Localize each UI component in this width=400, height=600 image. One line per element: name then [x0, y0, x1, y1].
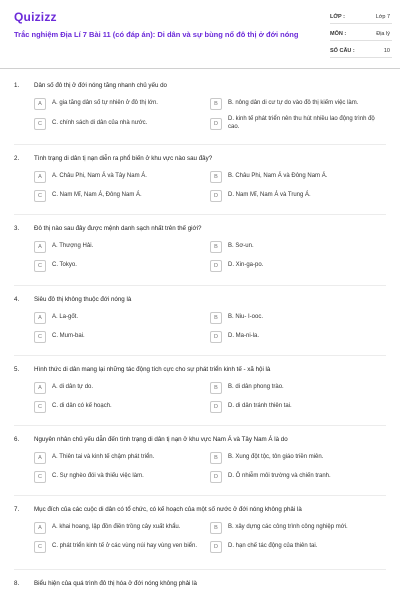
question-7	[14, 504, 386, 559]
info-row-question-count	[330, 44, 392, 58]
answer-option[interactable]	[34, 470, 204, 484]
answer-option[interactable]	[210, 170, 380, 184]
option-letter-box: B	[210, 98, 222, 110]
answer-option[interactable]	[34, 259, 204, 273]
answer-option[interactable]	[210, 540, 380, 554]
option-text: B. Niu- I-ooc.	[228, 314, 264, 321]
question-text: Đô thị nào sau đây được mệnh danh sạch nhất trên thế giới?	[34, 224, 202, 232]
question-divider	[14, 495, 386, 496]
option-letter-box: D	[210, 401, 222, 413]
option-letter-box: D	[210, 331, 222, 343]
options-row	[34, 116, 386, 131]
question-text: Mục đích của các cuộc di dân có tổ chức, có kế hoạch của một số nước ở đới nóng không phải là	[34, 505, 302, 513]
option-text: C. di dân có kế hoạch.	[52, 403, 112, 410]
options-row	[34, 170, 386, 184]
question-text: Hình thức di dân mang lại những tác động tích cực cho sự phát triển kinh tế - xã hội là	[34, 365, 271, 373]
answer-option[interactable]	[210, 330, 380, 344]
answer-option[interactable]	[210, 116, 380, 131]
options-row	[34, 97, 386, 111]
answer-option[interactable]	[210, 189, 380, 203]
option-letter-box: C	[34, 331, 46, 343]
answer-option[interactable]	[210, 97, 380, 111]
option-letter-box: C	[34, 190, 46, 202]
question-number: 7.	[14, 505, 20, 513]
answer-option[interactable]	[210, 400, 380, 414]
question-1	[14, 80, 386, 136]
answer-option[interactable]	[210, 381, 380, 395]
info-key: LỚP :	[330, 13, 345, 20]
option-text: B. xây dựng các công trình công nghiệp mới.	[228, 524, 348, 531]
question-6	[14, 434, 386, 489]
info-value: Địa lý	[376, 30, 390, 37]
question-number: 3.	[14, 224, 20, 232]
worksheet-info	[330, 10, 392, 61]
option-letter-box: B	[210, 522, 222, 534]
answer-option[interactable]	[34, 97, 204, 111]
option-text: A. di dân tự do.	[52, 384, 94, 391]
info-row-subject	[330, 27, 392, 41]
option-letter-box: A	[34, 241, 46, 253]
option-text: A. Thượng Hải.	[52, 243, 94, 250]
question-4	[14, 294, 386, 349]
question-divider	[14, 285, 386, 286]
option-letter-box: B	[210, 241, 222, 253]
answer-option[interactable]	[34, 540, 204, 554]
option-letter-box: C	[34, 260, 46, 272]
option-letter-box: C	[34, 541, 46, 553]
question-number: 6.	[14, 435, 20, 443]
question-header	[14, 504, 386, 514]
option-text: C. Mum-bai.	[52, 333, 85, 340]
question-text: Siêu đô thị không thuộc đới nóng là	[34, 295, 132, 303]
answer-option[interactable]	[34, 311, 204, 325]
answer-option[interactable]	[34, 451, 204, 465]
option-text: A. gia tăng dân số tự nhiên ở đô thị lớn.	[52, 100, 158, 107]
option-text: B. Châu Phi, Nam Á và Đông Nam Á.	[228, 173, 328, 180]
answer-options	[34, 521, 386, 554]
options-row	[34, 521, 386, 535]
answer-option[interactable]	[210, 521, 380, 535]
option-letter-box: A	[34, 98, 46, 110]
option-letter-box: A	[34, 522, 46, 534]
question-3	[14, 223, 386, 278]
option-text: B. di dân phong trào.	[228, 384, 284, 391]
option-text: C. phát triển kinh tế ở các vùng núi hay vùng ven biển.	[52, 543, 198, 550]
options-row	[34, 189, 386, 203]
answer-options	[34, 381, 386, 414]
question-8	[14, 578, 386, 588]
answer-options	[34, 170, 386, 203]
question-number: 1.	[14, 81, 20, 89]
answer-options	[34, 97, 386, 131]
question-number: 5.	[14, 365, 20, 373]
option-letter-box: B	[210, 171, 222, 183]
option-text: C. chính sách di dân của nhà nước.	[52, 119, 148, 126]
answer-option[interactable]	[34, 400, 204, 414]
option-text: B. nông dân di cư tự do vào đô thị kiếm việc làm.	[228, 100, 359, 107]
question-header	[14, 434, 386, 444]
option-text: D. hạn chế tác động của thiên tai.	[228, 543, 318, 550]
option-text: A. Châu Phi, Nam Á và Tây Nam Á.	[52, 173, 147, 180]
option-letter-box: D	[210, 541, 222, 553]
question-header	[14, 80, 386, 90]
question-header	[14, 364, 386, 374]
info-value: 10	[383, 47, 390, 54]
answer-option[interactable]	[34, 381, 204, 395]
option-text: B. Sơ-un.	[228, 243, 254, 250]
option-letter-box: D	[210, 471, 222, 483]
question-header	[14, 153, 386, 163]
answer-options	[34, 451, 386, 484]
option-text: A. khai hoang, lập đồn điền trồng cây xuất khẩu.	[52, 524, 181, 531]
answer-option[interactable]	[210, 311, 380, 325]
answer-option[interactable]	[210, 470, 380, 484]
question-divider	[14, 355, 386, 356]
quizizz-logo[interactable]: Quizizz	[14, 10, 57, 24]
info-value: Lớp 7	[375, 13, 390, 20]
options-row	[34, 311, 386, 325]
option-letter-box: A	[34, 312, 46, 324]
worksheet-header	[0, 0, 400, 69]
options-row	[34, 451, 386, 465]
question-text: Tình trạng di dân tị nạn diễn ra phổ biến ở khu vực nào sau đây?	[34, 154, 213, 162]
info-key: SỐ CÂU :	[330, 47, 355, 54]
option-letter-box: D	[210, 118, 222, 130]
answer-option[interactable]	[34, 116, 204, 131]
info-key: MÔN :	[330, 30, 347, 37]
option-letter-box: C	[34, 401, 46, 413]
option-text: A. La-gốt.	[52, 314, 79, 321]
answer-options	[34, 311, 386, 344]
option-text: C. Nam Mĩ, Nam Á, Đông Nam Á.	[52, 192, 142, 199]
answer-option[interactable]	[34, 521, 204, 535]
options-row	[34, 330, 386, 344]
option-letter-box: D	[210, 190, 222, 202]
answer-option[interactable]	[210, 259, 380, 273]
question-divider	[14, 569, 386, 570]
option-letter-box: A	[34, 382, 46, 394]
option-letter-box: C	[34, 471, 46, 483]
worksheet-title: Trắc nghiệm Địa Lí 7 Bài 11 (có đáp án): Di dân và sự bùng nổ đô thị ở đới nóng	[14, 30, 299, 39]
answer-option[interactable]	[34, 189, 204, 203]
answer-option[interactable]	[34, 330, 204, 344]
question-text: Dân số đô thị ở đới nóng tăng nhanh chủ yếu do	[34, 81, 167, 89]
option-letter-box: B	[210, 312, 222, 324]
question-header	[14, 578, 386, 588]
answer-options	[34, 240, 386, 273]
option-text: D. Ô nhiễm môi trường và chiến tranh.	[228, 473, 331, 480]
option-text: D. di dân tránh thiên tai.	[228, 403, 292, 410]
option-text: B. Xung đột tộc, tôn giáo triền miên.	[228, 454, 324, 461]
options-row	[34, 259, 386, 273]
answer-option[interactable]	[210, 240, 380, 254]
option-text: A. Thiên tai và kinh tế chậm phát triển.	[52, 454, 155, 461]
question-number: 4.	[14, 295, 20, 303]
answer-option[interactable]	[34, 170, 204, 184]
question-header	[14, 294, 386, 304]
option-text: D. kinh tế phát triển nên thu hút nhiều lao động trình độ cao.	[228, 116, 375, 130]
option-letter-box: A	[34, 452, 46, 464]
question-divider	[14, 214, 386, 215]
options-row	[34, 400, 386, 414]
option-letter-box: D	[210, 260, 222, 272]
option-text: C. Sự nghèo đói và thiếu việc làm.	[52, 473, 144, 480]
options-row	[34, 470, 386, 484]
option-letter-box: C	[34, 118, 46, 130]
option-letter-box: B	[210, 452, 222, 464]
option-text: D. Nam Mĩ, Nam Á và Trung Á.	[228, 192, 311, 199]
answer-option[interactable]	[34, 240, 204, 254]
option-text: D. Ma-ni-la.	[228, 333, 260, 340]
question-number: 2.	[14, 154, 20, 162]
question-divider	[14, 144, 386, 145]
question-divider	[14, 425, 386, 426]
option-text: D. Xin-ga-po.	[228, 262, 264, 269]
answer-option[interactable]	[210, 451, 380, 465]
option-letter-box: A	[34, 171, 46, 183]
question-text: Nguyên nhân chủ yếu dẫn đến tình trạng di dân tị nạn ở khu vực Nam Á và Tây Nam Á là do	[34, 435, 288, 443]
option-letter-box: B	[210, 382, 222, 394]
question-header	[14, 223, 386, 233]
options-row	[34, 240, 386, 254]
question-5	[14, 364, 386, 419]
options-row	[34, 381, 386, 395]
question-number: 8.	[14, 579, 20, 587]
option-text: C. Tokyo.	[52, 262, 77, 269]
question-2	[14, 153, 386, 208]
info-row-grade	[330, 10, 392, 24]
options-row	[34, 540, 386, 554]
question-text: Biểu hiện của quá trình đô thị hóa ở đới nóng không phải là	[34, 579, 197, 587]
